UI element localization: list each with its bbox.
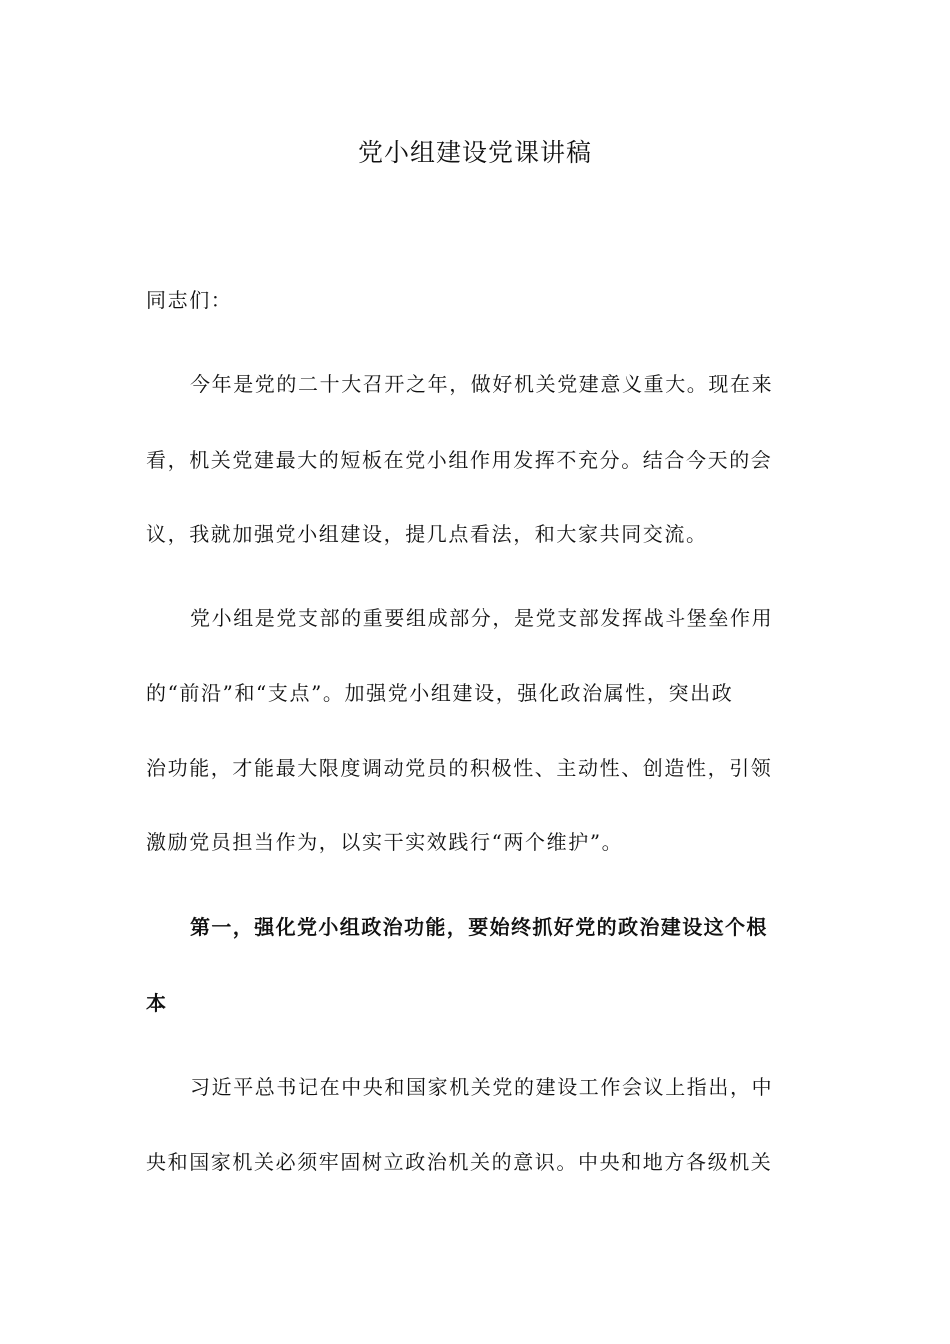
paragraph-line: 看，机关党建最大的短板在党小组作用发挥不充分。结合今天的会 xyxy=(146,448,773,472)
section-heading: 第一，强化党小组政治功能，要始终抓好党的政治建设这个根 xyxy=(190,915,768,939)
paragraph-line: 习近平总书记在中央和国家机关党的建设工作会议上指出，中 xyxy=(190,1075,774,1099)
paragraph-line: 今年是党的二十大召开之年，做好机关党建意义重大。现在来 xyxy=(190,372,774,396)
paragraph-line: 的“前沿”和“支点”。加强党小组建设，强化政治属性，突出政 xyxy=(146,681,734,705)
document-title: 党小组建设党课讲稿 xyxy=(357,138,592,167)
paragraph-line: 治功能，才能最大限度调动党员的积极性、主动性、创造性，引领 xyxy=(146,756,773,780)
salutation: 同志们： xyxy=(146,288,233,312)
paragraph-line: 激励党员担当作为，以实干实效践行“两个维护”。 xyxy=(146,830,624,854)
paragraph-line: 议，我就加强党小组建设，提几点看法，和大家共同交流。 xyxy=(146,522,708,546)
section-heading: 本 xyxy=(146,991,168,1015)
paragraph-line: 央和国家机关必须牢固树立政治机关的意识。中央和地方各级机关 xyxy=(146,1150,773,1174)
paragraph-line: 党小组是党支部的重要组成部分，是党支部发挥战斗堡垒作用 xyxy=(190,606,774,630)
